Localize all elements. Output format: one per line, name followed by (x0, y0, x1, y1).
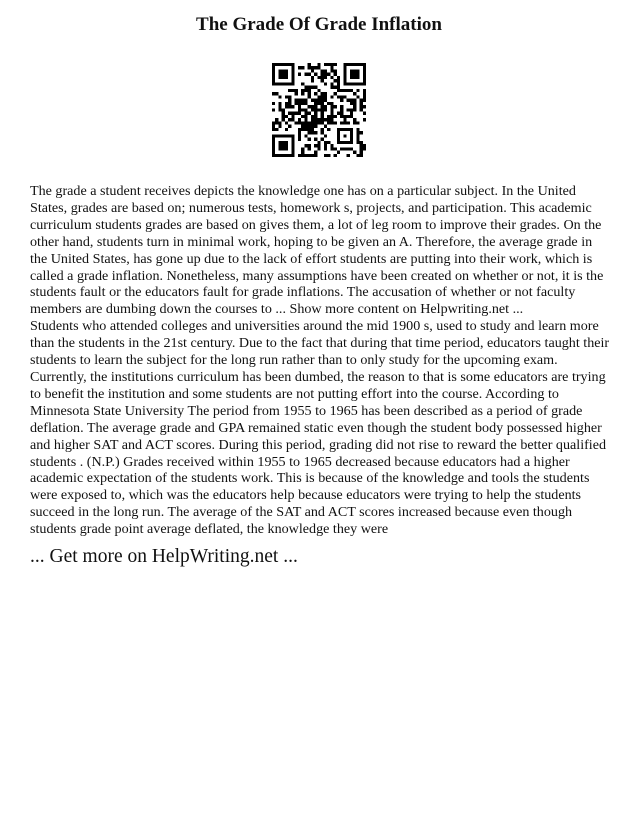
paragraph-history: Students who attended colleges and universities around the mid 1900 s, used to study and learn more than the students in the 21st century. Due to the fact that during that time period, educators taught their students to learn the subject for the long run rather than to only study for the upcoming exam. Currently, the institutions curriculum has been dumbed, the reason to that is some educators are trying to benefit the institution and some students are not putting effort into the course. According to Minnesota State University The period from 1955 to 1965 has been described as a period of grade deflation. The average grade and GPA remained static even though the student body possessed higher and higher SAT and ACT scores. During this period, grading did not rise to reward the better qualified students . (N.P.) Grades received within 1955 to 1965 decreased because educators had a higher academic expectation of the students work. This is because of the knowledge and tools the students were exposed to, which was the educators help because educators were trying to help the students succeed in the long run. The average of the SAT and ACT scores increased because even though students grade point average deflated, the knowledge they were (30, 318, 610, 538)
get-more-link[interactable]: ... Get more on HelpWriting.net ... (30, 546, 298, 567)
document-title: The Grade Of Grade Inflation (196, 14, 442, 35)
qr-code-icon[interactable] (272, 63, 366, 157)
paragraph-intro: The grade a student receives depicts the knowledge one has on a particular subject. In the United States, grades are based on; numerous tests, homework s, projects, and participation. This academic curriculum students grades are based on gives them, a lot of leg room to improve their grades. On the other hand, students turn in minimal work, hoping to be given an A. Therefore, the average grade in the United States, has gone up due to the lack of effort students are putting into their work, which is called a grade inflation. Nonetheless, many assumptions have been created on whether or not, it is the students fault or the educators fault for grade inflations. The accusation of whether or not faculty members are dumbing down the courses to ... Show more content on Helpwriting.net ... (30, 183, 604, 318)
body-text (30, 183, 610, 538)
